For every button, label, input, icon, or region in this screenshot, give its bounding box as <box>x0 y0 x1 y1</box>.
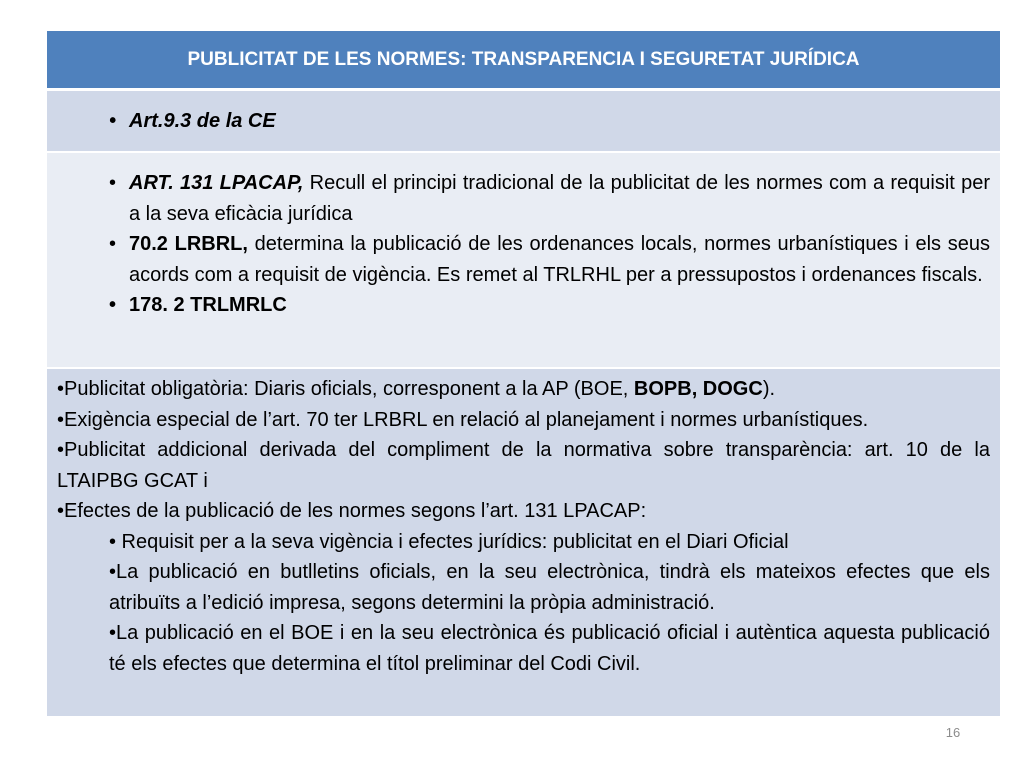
law-reference: 70.2 LRBRL, <box>129 233 248 255</box>
item-text: determina la publicació de les ordenances locals, normes urbanístiques i els seus acords com a requisit de vigència. Es remet al TRLRHL per a pressupostos i ordenances fiscals. <box>129 233 990 286</box>
table-header <box>47 31 1000 90</box>
paragraph-bold-text: BOPB, DOGC <box>633 378 763 400</box>
item-text: Recull el principi tradicional de la publicitat de les normes com a requisit per a la seva eficàcia jurídica <box>129 172 990 225</box>
paragraph-text: ). <box>762 378 776 400</box>
content-table <box>47 31 1000 716</box>
list-item <box>109 229 990 290</box>
paragraph: •Publicitat addicional derivada del compliment de la normativa sobre transparència: art. 10 de la LTAIPBG GCAT i <box>57 439 990 492</box>
paragraph-text: •Publicitat obligatòria: Diaris oficials, corresponent a la AP (BOE, <box>57 378 634 400</box>
paragraph: •Exigència especial de l’art. 70 ter LRBRL en relació al planejament i normes urbanístiques. <box>57 408 869 431</box>
sub-paragraph: • Requisit per a la seva vigència i efectes jurídics: publicitat en el Diari Oficial <box>109 530 789 553</box>
paragraph <box>57 374 990 405</box>
table-row <box>47 152 1000 368</box>
sub-paragraph: •La publicació en butlletins oficials, en la seu electrònica, tindrà els mateixos efectes que els atribuïts a l’edició impresa, segons determini la pròpia administració. <box>109 561 990 614</box>
list-item: • 178. 2 TRLMRLC <box>109 290 990 321</box>
table-title: PUBLICITAT DE LES NORMES: TRANSPARENCIA I SEGURETAT JURÍDICA <box>187 48 860 70</box>
list-item: • Art.9.3 de la CE <box>109 106 990 137</box>
table-row <box>47 90 1000 153</box>
paragraph: •Efectes de la publicació de les normes segons l’art. 131 LPACAP: <box>57 500 647 522</box>
table-row <box>47 368 1000 716</box>
law-reference: ART. 131 LPACAP, <box>129 172 304 194</box>
list-item <box>109 168 990 229</box>
sub-paragraph: •La publicació en el BOE i en la seu electrònica és publicació oficial i autèntica aquesta publicació té els efectes que determina el títol preliminar del Codi Civil. <box>109 622 990 675</box>
page-number: 16 <box>945 725 961 740</box>
